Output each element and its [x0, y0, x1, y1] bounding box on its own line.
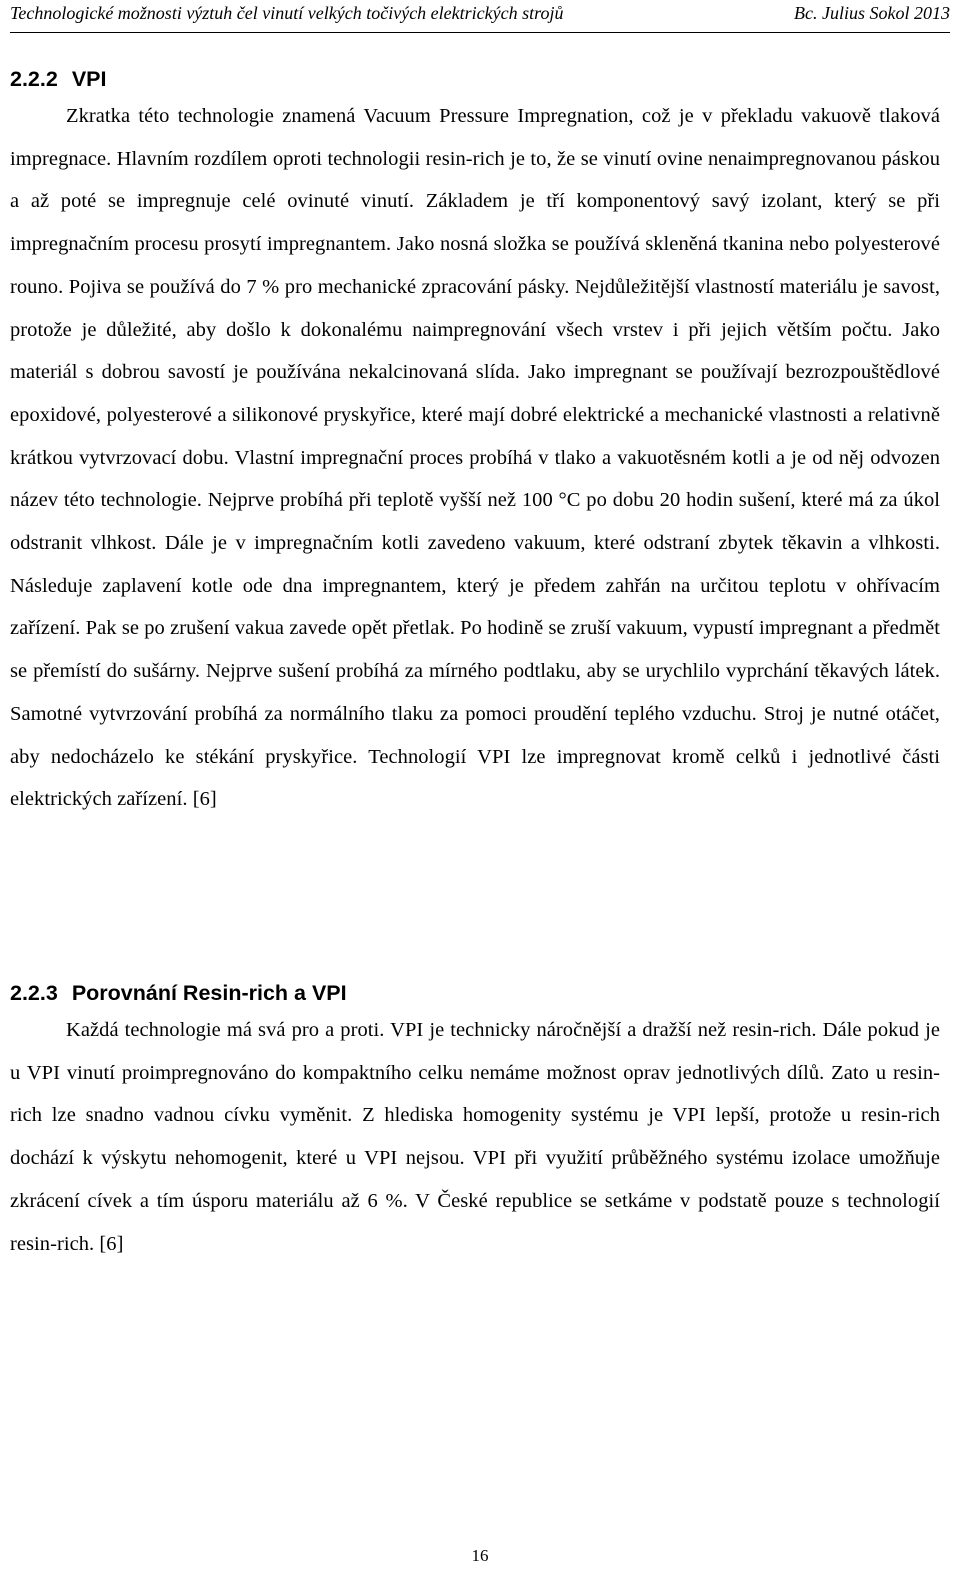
section-number: 2.2.2 [10, 67, 58, 91]
section-heading-comparison [10, 980, 347, 1006]
document-title: Technologické možnosti výztuh čel vinutí velkých točivých elektrických strojů [10, 3, 564, 23]
document-author: Bc. Julius Sokol 2013 [794, 3, 950, 23]
section-title: Porovnání Resin-rich a VPI [71, 981, 347, 1005]
page-number: 16 [471, 1546, 489, 1565]
section-number: 2.2.3 [10, 981, 58, 1005]
section-heading-vpi [10, 66, 106, 92]
running-header [10, 0, 950, 33]
section-body-comparison: Každá technologie má svá pro a proti. VPI je technicky náročnější a dražší než resin-rich. Dále pokud je u VPI vinutí proimpregnováno do kompaktního celku nemáme možnost oprav jednotlivých dílů. Zato u resin-rich lze snadno vadnou cívku vyměnit. Z hlediska homogenity systému je VPI lepší, protože u resin-rich dochází k výskytu nehomogenit, které u VPI nejsou. VPI při využití průběžného systému izolace umožňuje zkrácení cívek a tím úsporu materiálu až 6 %. V České republice se setkáme v podstatě pouze s technologií resin-rich. [6] [10, 1019, 940, 1255]
section-title: VPI [71, 67, 107, 91]
section-body-vpi: Zkratka této technologie znamená Vacuum Pressure Impregnation, což je v překladu vakuově tlaková impregnace. Hlavním rozdílem oproti technologii resin-rich je to, že se vinutí ovine nenaimpregnovanou páskou a až poté se impregnuje celé ovinuté vinutí. Základem je tří komponentový savý izolant, který se při impregnačním procesu prosytí impregnantem. Jako nosná složka se používá skleněná tkanina nebo polyesterové rouno. Pojiva se používá do 7 % pro mechanické zpracování pásky. Nejdůležitější vlastností materiálu je savost, protože je důležité, aby došlo k dokonalému naimpregnování všech vrstev i při jejich větším počtu. Jako materiál s dobrou savostí je používána nekalcinovaná slída. Jako impregnant se používají bezrozpouštědlové epoxidové, polyesterové a silikonové pryskyřice, které mají dobré elektrické a mechanické vlastnosti a relativně krátkou vytvrzovací dobu. Vlastní impregnační proces probíhá v tlako a vakuotěsném kotli a je od něj odvozen název této technologie. Nejprve probíhá při teplotě vyšší než 100 °C po dobu 20 hodin sušení, které má za úkol odstranit vlhkost. Dále je v impregnačním kotli zavedeno vakuum, které odstraní zbytek těkavin a vlhkosti. Následuje zaplavení kotle ode dna impregnantem, který je předem zahřán na určitou teplotu v ohřívacím zařízení. Pak se po zrušení vakua zavede opět přetlak. Po hodině se zruší vakuum, vypustí impregnant a předmět se přemístí do sušárny. Nejprve sušení probíhá za mírného podtlaku, aby se urychlilo vyprchání těkavých látek. Samotné vytvrzování probíhá za normálního tlaku za pomoci proudění teplého vzduchu. Stroj je nutné otáčet, aby nedocházelo ke stékání pryskyřice. Technologií VPI lze impregnovat kromě celků i jednotlivé části elektrických zařízení. [6] [10, 105, 940, 811]
